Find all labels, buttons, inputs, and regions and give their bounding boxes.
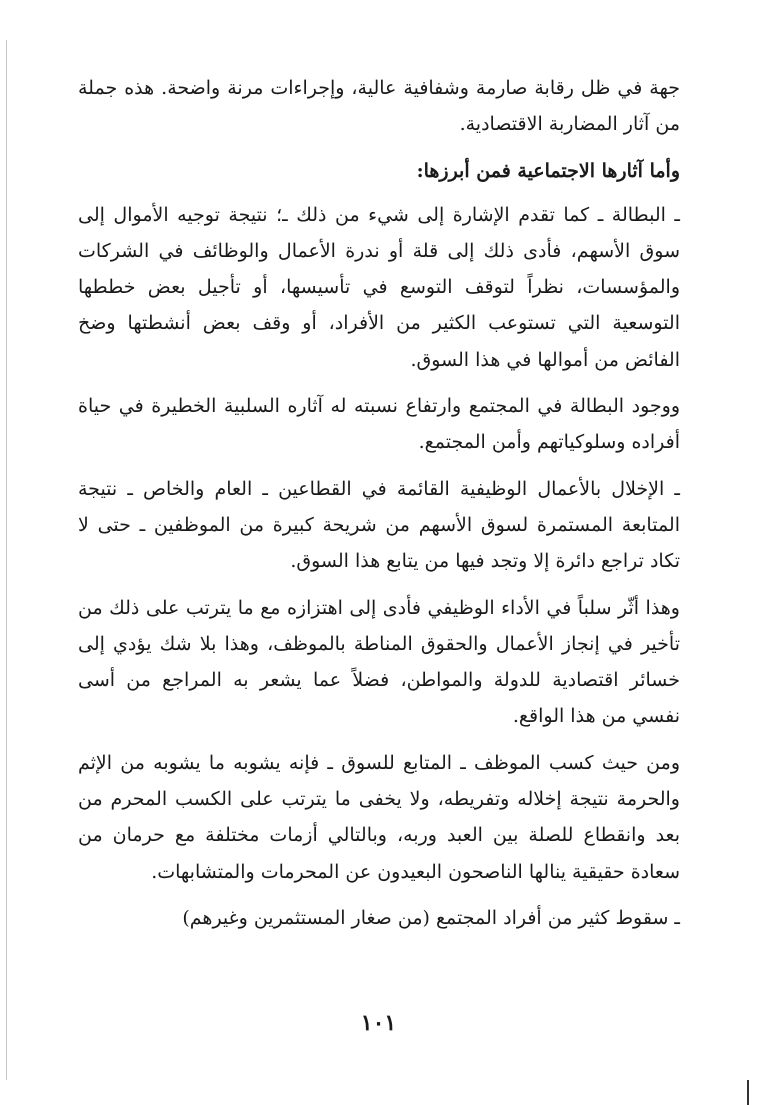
- page-number: ١٠١: [360, 1010, 397, 1036]
- paragraph-unemployment: ـ البطالة ـ كما تقدم الإشارة إلى شيء من ذلك ـ؛ نتيجة توجيه الأموال إلى سوق الأسهم، فأدى ذلك إلى قلة أو ندرة الأعمال والوظائف في الشركات والمؤسسات، نظراً لتوقف التوسع في تأسيسها، أو تأجيل بعض خططها التوسعية التي تستوعب الكثير من الأفراد، أو وقف بعض أنشطتها وضخ الفائض من أموالها في هذا السوق.: [78, 203, 680, 371]
- page-body: [78, 70, 680, 942]
- paragraph-job-disruption: ـ الإخلال بالأعمال الوظيفية القائمة في القطاعين ـ العام والخاص ـ نتيجة المتابعة المستمرة لسوق الأسهم من شريحة كبيرة من الموظفين ـ حتى لا تكاد تراجع دائرة إلا وتجد فيها من يتابع هذا السوق.: [78, 477, 680, 573]
- paragraph-unemployment-effects: ووجود البطالة في المجتمع وارتفاع نسبته له آثاره السلبية الخطيرة في حياة أفراده وسلوكياتهم وأمن المجتمع.: [78, 395, 680, 454]
- paragraph-investors-fall: ـ سقوط كثير من أفراد المجتمع (من صغار المستثمرين وغيرهم): [182, 906, 680, 929]
- page-edge-shadow: [6, 40, 7, 1080]
- section-heading-social-effects: وأما آثارها الاجتماعية فمن أبرزها:: [416, 159, 680, 182]
- paragraph-economic-summary: جهة في ظل رقابة صارمة وشفافية عالية، وإجراءات مرنة واضحة. هذه جملة من آثار المضاربة الاقتصادية.: [78, 77, 680, 136]
- page-edge-mark: [747, 1080, 749, 1105]
- paragraph-employee-earnings: ومن حيث كسب الموظف ـ المتابع للسوق ـ فإنه يشوبه ما يشوبه من الإثم والحرمة نتيجة إخلاله وتفريطه، ولا يخفى ما يترتب على الكسب المحرم من بعد وانقطاع للصلة بين العبد وربه، وبالتالي أزمات مختلفة مع حرمان من سعادة حقيقية ينالها الناصحون البعيدون عن المحرمات والمتشابهات.: [78, 751, 680, 883]
- paragraph-performance-impact: وهذا أثّر سلباً في الأداء الوظيفي فأدى إلى اهتزازه مع ما يترتب على ذلك من تأخير في إنجاز الأعمال والحقوق المناطة بالموظف، وهذا بلا شك يؤدي إلى خسائر اقتصادية للدولة والمواطن، فضلاً عما يشعر به المراجع من أسى نفسي من هذا الواقع.: [78, 596, 680, 728]
